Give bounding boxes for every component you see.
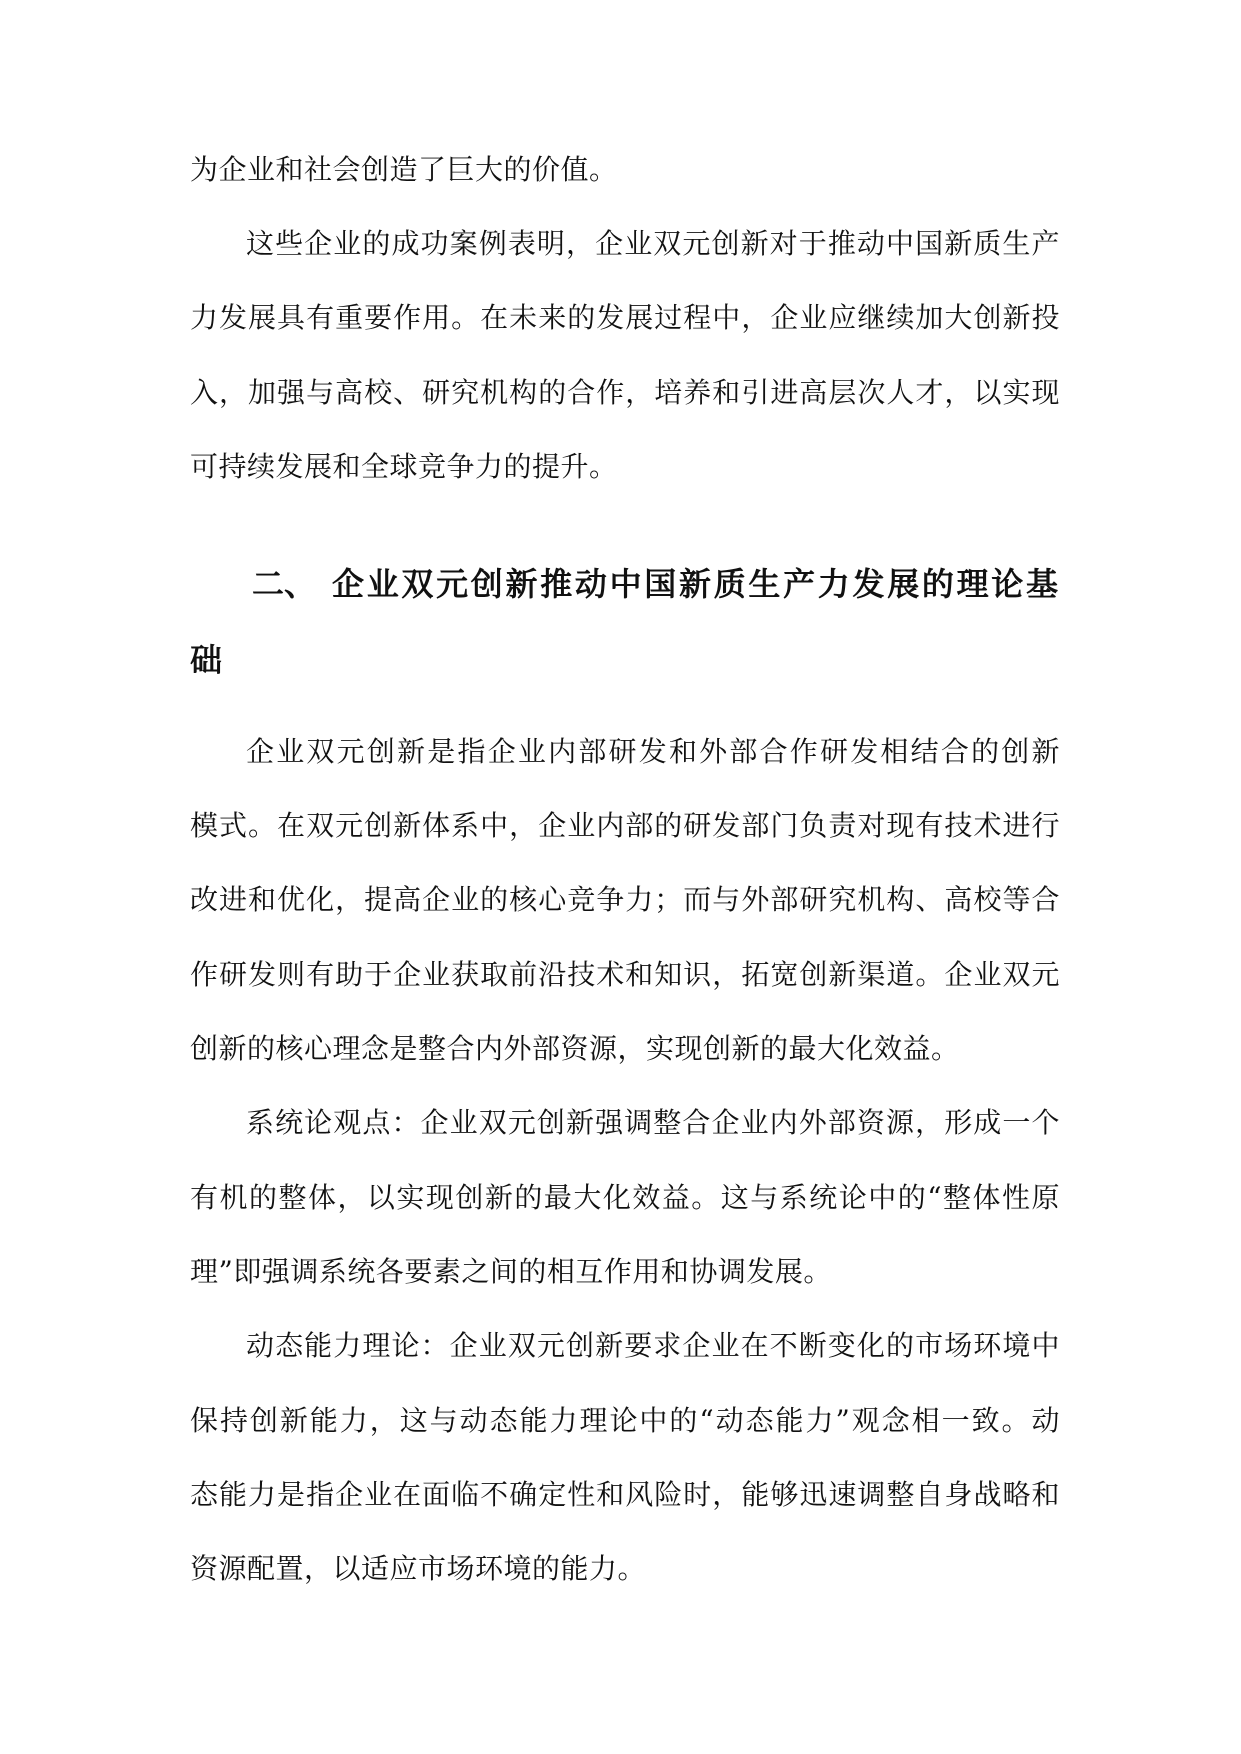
- text-line: 态能力是指企业在面临不确定性和风险时，能够迅速调整自身战略和: [190, 1478, 1060, 1511]
- text-line: 模式。在双元创新体系中，企业内部的研发部门负责对现有技术进行: [190, 809, 1060, 842]
- text-line: 力发展具有重要作用。在未来的发展过程中，企业应继续加大创新投: [190, 301, 1060, 334]
- text-line: 保持创新能力，这与动态能力理论中的“动态能力”观念相一致。动: [190, 1404, 1060, 1437]
- text-line: 可持续发展和全球竞争力的提升。: [190, 450, 618, 483]
- text-line: 系统论观点：企业双元创新强调整合企业内外部资源，形成一个: [246, 1106, 1060, 1139]
- text-line: 资源配置，以适应市场环境的能力。: [190, 1552, 647, 1585]
- text-line: 企业双元创新是指企业内部研发和外部合作研发相结合的创新: [246, 735, 1060, 768]
- text-line: 理”即强调系统各要素之间的相互作用和协调发展。: [190, 1255, 832, 1288]
- section-heading-continued: 础: [190, 641, 223, 679]
- text-line: 动态能力理论：企业双元创新要求企业在不断变化的市场环境中: [246, 1329, 1060, 1362]
- text-line: 作研发则有助于企业获取前沿技术和知识，拓宽创新渠道。企业双元: [190, 958, 1060, 991]
- text-line: 创新的核心理念是整合内外部资源，实现创新的最大化效益。: [190, 1032, 960, 1065]
- section-heading: 企业双元创新推动中国新质生产力发展的理论基: [332, 565, 1058, 603]
- text-line: 入，加强与高校、研究机构的合作，培养和引进高层次人才，以实现: [190, 376, 1060, 409]
- text-line: 这些企业的成功案例表明，企业双元创新对于推动中国新质生产: [246, 227, 1060, 260]
- text-line: 有机的整体，以实现创新的最大化效益。这与系统论中的“整体性原: [190, 1181, 1060, 1214]
- text-line: 改进和优化，提高企业的核心竞争力；而与外部研究机构、高校等合: [190, 883, 1060, 916]
- text-line: 为企业和社会创造了巨大的价值。: [190, 153, 618, 186]
- section-number: 二、: [252, 565, 317, 603]
